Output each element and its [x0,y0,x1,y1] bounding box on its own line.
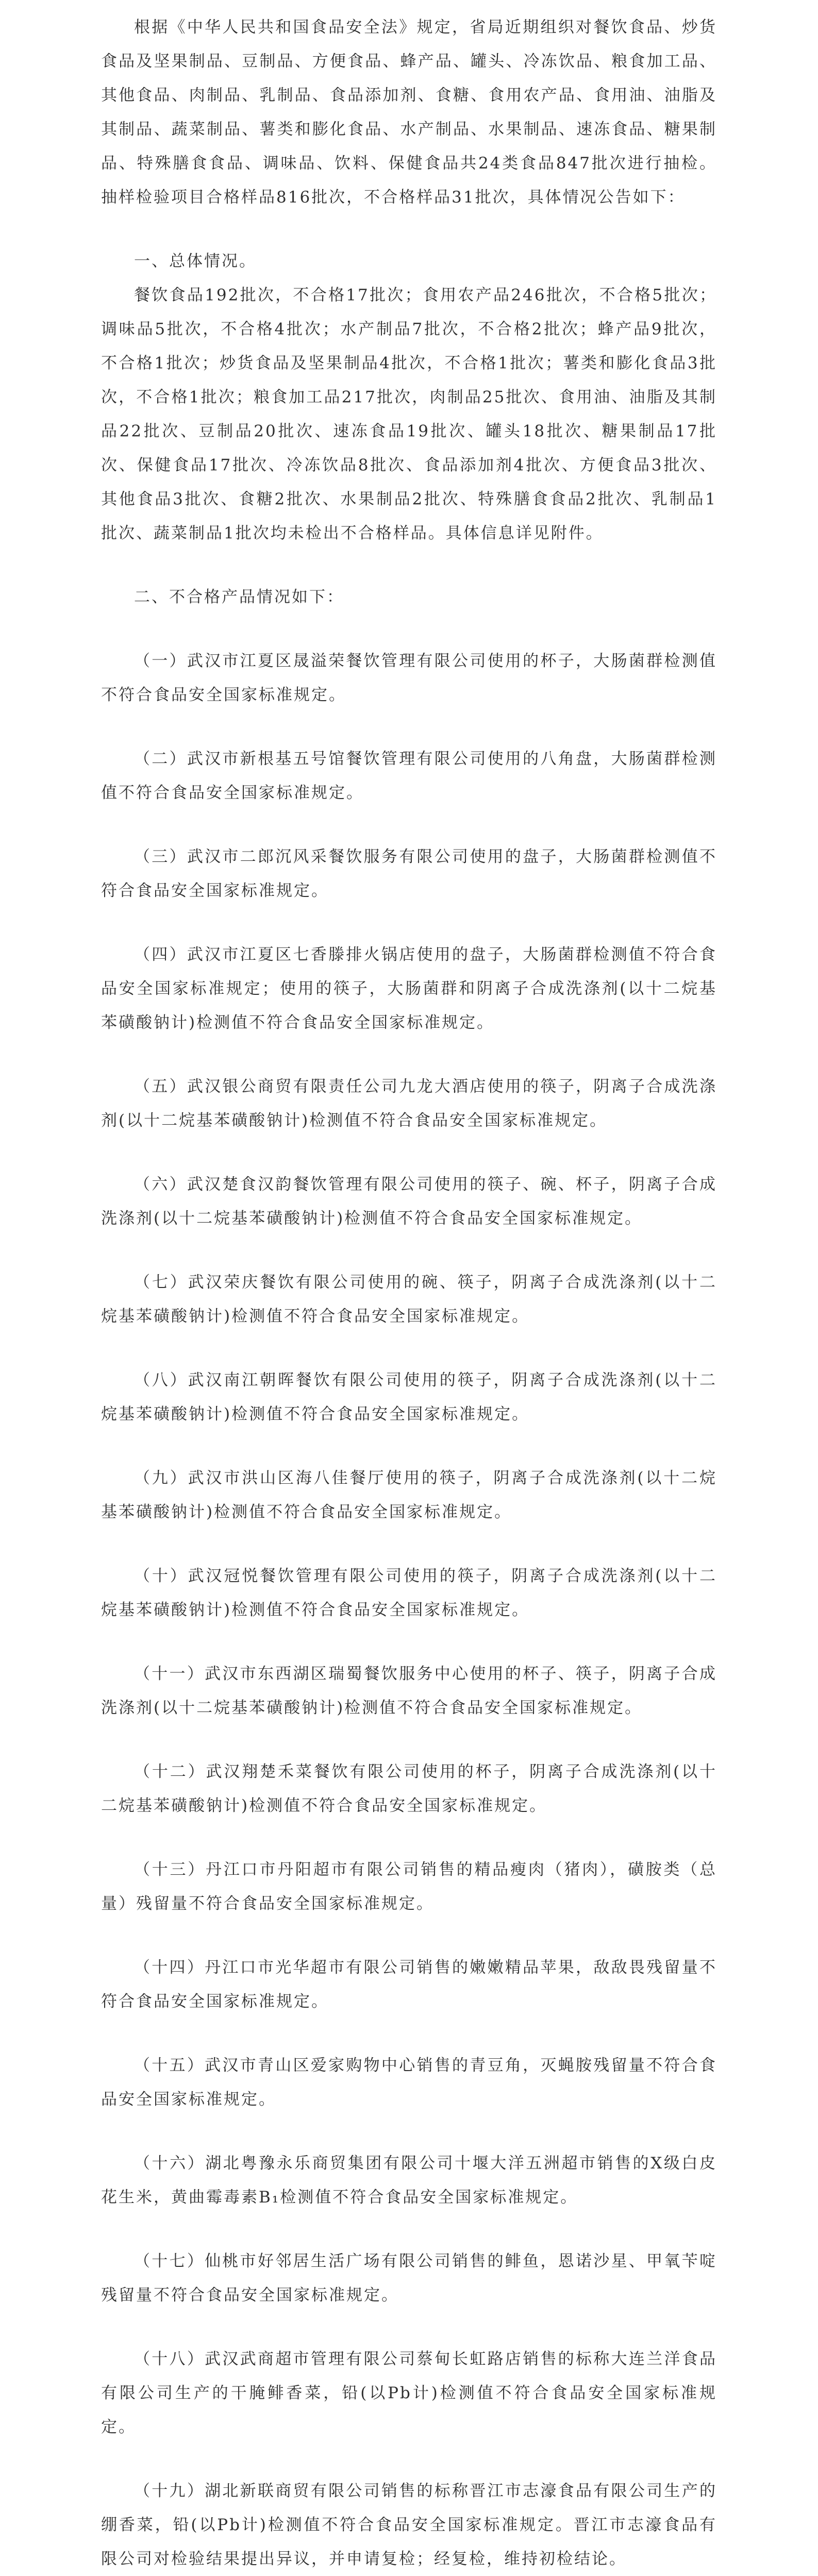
unqualified-item: （十二）武汉翔楚禾菜餐饮有限公司使用的杯子，阴离子合成洗涤剂(以十二烷基苯磺酸钠计)检测值不符合食品安全国家标准规定。 [101,1762,717,1815]
unqualified-item: （十九）湖北新联商贸有限公司销售的标称晋江市志濠食品有限公司生产的绷香菜，铅(以Pb计)检测值不符合食品安全国家标准规定。晋江市志濠食品有限公司对检验结果提出异议，并申请复检；经复检，维持初检结论。 [101,2482,717,2568]
unqualified-item: （一）武汉市江夏区晟溢荣餐饮管理有限公司使用的杯子，大肠菌群检测值不符合食品安全国家标准规定。 [101,652,717,704]
unqualified-item: （十四）丹江口市光华超市有限公司销售的嫩嫩精品苹果，敌敌畏残留量不符合食品安全国家标准规定。 [101,1958,717,2011]
unqualified-item: （十一）武汉市东西湖区瑞蜀餐饮服务中心使用的杯子、筷子，阴离子合成洗涤剂(以十二烷基苯磺酸钠计)检测值不符合食品安全国家标准规定。 [101,1665,717,1717]
unqualified-item: （四）武汉市江夏区七香滕排火锅店使用的盘子，大肠菌群检测值不符合食品安全国家标准规定；使用的筷子，大肠菌群和阴离子合成洗涤剂(以十二烷基苯磺酸钠计)检测值不符合食品安全国家标准规定。 [101,945,717,1032]
unqualified-item: （十六）湖北粤豫永乐商贸集团有限公司十堰大洋五洲超市销售的X级白皮花生米，黄曲霉毒素B₁检测值不符合食品安全国家标准规定。 [101,2154,717,2207]
section-unqualified-heading: 二、不合格产品情况如下： [134,588,344,606]
unqualified-item: （八）武汉南江朝晖餐饮有限公司使用的筷子，阴离子合成洗涤剂(以十二烷基苯磺酸钠计)检测值不符合食品安全国家标准规定。 [101,1371,717,1423]
unqualified-item: （三）武汉市二郎沉风采餐饮服务有限公司使用的盘子，大肠菌群检测值不符合食品安全国家标准规定。 [101,848,717,900]
notice-document [101,10,717,2576]
unqualified-item: （十八）武汉武商超市管理有限公司蔡甸长虹路店销售的标称大连兰洋食品有限公司生产的干腌鲱香菜，铅(以Pb计)检测值不符合食品安全国家标准规定。 [101,2350,717,2436]
unqualified-item: （十三）丹江口市丹阳超市有限公司销售的精品瘦肉（猪肉），磺胺类（总量）残留量不符合食品安全国家标准规定。 [101,1860,717,1913]
unqualified-item: （二）武汉市新根基五号馆餐饮管理有限公司使用的八角盘，大肠菌群检测值不符合食品安全国家标准规定。 [101,750,717,802]
unqualified-item: （六）武汉楚食汉韵餐饮管理有限公司使用的筷子、碗、杯子，阴离子合成洗涤剂(以十二烷基苯磺酸钠计)检测值不符合食品安全国家标准规定。 [101,1175,717,1228]
unqualified-item: （十）武汉冠悦餐饮管理有限公司使用的筷子，阴离子合成洗涤剂(以十二烷基苯磺酸钠计)检测值不符合食品安全国家标准规定。 [101,1567,717,1619]
unqualified-item: （十五）武汉市青山区爱家购物中心销售的青豆角，灭蝇胺残留量不符合食品安全国家标准规定。 [101,2056,717,2109]
unqualified-item: （七）武汉荣庆餐饮有限公司使用的碗、筷子，阴离子合成洗涤剂(以十二烷基苯磺酸钠计)检测值不符合食品安全国家标准规定。 [101,1273,717,1326]
section-overview-heading: 一、总体情况。 [134,252,257,270]
unqualified-item: （九）武汉市洪山区海八佳餐厅使用的筷子，阴离子合成洗涤剂(以十二烷基苯磺酸钠计)检测值不符合食品安全国家标准规定。 [101,1469,717,1521]
unqualified-item: （十七）仙桃市好邻居生活广场有限公司销售的鲱鱼，恩诺沙星、甲氧苄啶残留量不符合食品安全国家标准规定。 [101,2252,717,2304]
section-overview-body: 餐饮食品192批次，不合格17批次；食用农产品246批次，不合格5批次；调味品5批次，不合格4批次；水产制品7批次，不合格2批次；蜂产品9批次，不合格1批次；炒货食品及坚果制品4批次，不合格1批次；薯类和膨化食品3批次，不合格1批次；粮食加工品217批次，肉制品25批次、食用油、油脂及其制品22批次、豆制品20批次、速冻食品19批次、罐头18批次、糖果制品17批次、保健食品17批次、冷冻饮品8批次、食品添加剂4批次、方便食品3批次、其他食品3批次、食糖2批次、水果制品2批次、特殊膳食食品2批次、乳制品1批次、蔬菜制品1批次均未检出不合格样品。具体信息详见附件。 [101,286,717,543]
notice-intro-paragraph: 根据《中华人民共和国食品安全法》规定，省局近期组织对餐饮食品、炒货食品及坚果制品、豆制品、方便食品、蜂产品、罐头、冷冻饮品、粮食加工品、其他食品、肉制品、乳制品、食品添加剂、食糖、食用农产品、食用油、油脂及其制品、蔬菜制品、薯类和膨化食品、水产制品、水果制品、速冻食品、糖果制品、特殊膳食食品、调味品、饮料、保健食品共24类食品847批次进行抽检。抽样检验项目合格样品816批次，不合格样品31批次，具体情况公告如下： [101,18,717,207]
unqualified-item: （五）武汉银公商贸有限责任公司九龙大酒店使用的筷子，阴离子合成洗涤剂(以十二烷基苯磺酸钠计)检测值不符合食品安全国家标准规定。 [101,1077,717,1130]
